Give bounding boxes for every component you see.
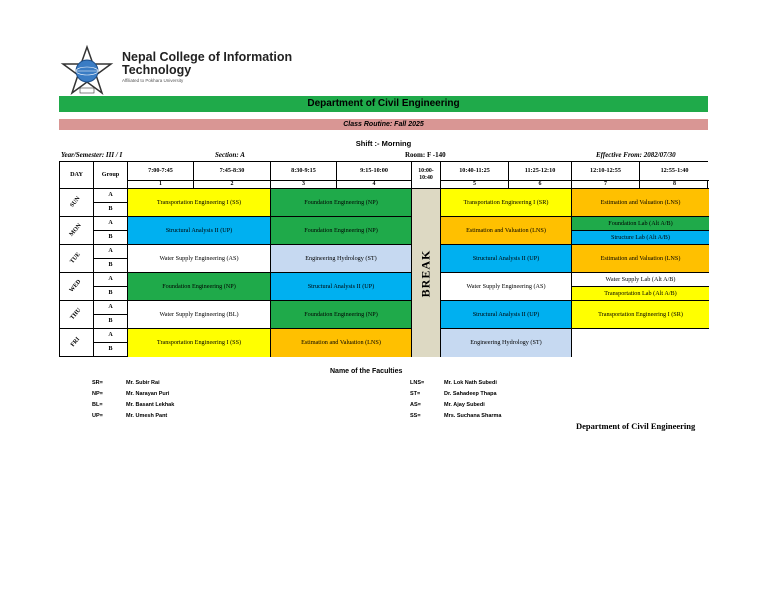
faculty-entry: UP= Mr. Umesh Pant xyxy=(92,413,168,419)
break-time: 10:00- 10:40 xyxy=(412,162,441,189)
period-number: 1 xyxy=(128,181,194,189)
class-cell: Foundation Engineering (NP) xyxy=(271,301,412,329)
shift-label: Shift :- Morning xyxy=(355,139,412,148)
college-name-line1: Nepal College of Information xyxy=(122,50,293,64)
day-wed xyxy=(60,273,94,301)
group-b: B xyxy=(94,315,128,329)
period-time: 9:15-10:00 xyxy=(337,162,412,181)
faculty-entry: SS= Mrs. Suchana Sharma xyxy=(410,413,502,419)
class-cell: Estimation and Valuation (LNS) xyxy=(572,245,709,273)
class-cell: Transportation Engineering I (SS) xyxy=(128,189,271,217)
period-time: 8:30-9:15 xyxy=(271,162,337,181)
group-a: A xyxy=(94,245,128,259)
period-number: 6 xyxy=(509,181,572,189)
section: Section: A xyxy=(215,151,245,159)
group-b: B xyxy=(94,203,128,217)
lab-cell: Transportation Lab (Alt A/B) xyxy=(572,287,709,301)
day-tue xyxy=(60,245,94,273)
group-a: A xyxy=(94,189,128,203)
class-cell: Engineering Hydrology (ST) xyxy=(271,245,412,273)
class-cell: Estimation and Valuation (LNS) xyxy=(572,189,709,217)
group-b: B xyxy=(94,231,128,245)
routine-table xyxy=(59,161,708,357)
period-number: 3 xyxy=(271,181,337,189)
period-number: 8 xyxy=(640,181,709,189)
day-mon xyxy=(60,217,94,245)
break-label: BREAK xyxy=(418,249,433,297)
group-b: B xyxy=(94,287,128,301)
college-name xyxy=(122,51,292,77)
class-cell: Structural Analysis II (UP) xyxy=(128,217,271,245)
period-time: 12:10-12:55 xyxy=(572,162,640,181)
class-cell: Water Supply Engineering (AS) xyxy=(128,245,271,273)
effective-from: Effective From: 2082/07/30 xyxy=(596,151,676,159)
day-fri xyxy=(60,329,94,357)
day-label: MON xyxy=(68,222,83,238)
group-a: A xyxy=(94,329,128,343)
period-number: 4 xyxy=(337,181,412,189)
day-header: DAY xyxy=(60,162,94,189)
room: Room: F -140 xyxy=(405,151,446,159)
faculty-entry: AS= Mr. Ajay Subedi xyxy=(410,402,485,408)
day-label: TUE xyxy=(69,251,83,265)
period-time: 7:00-7:45 xyxy=(128,162,194,181)
signature-department: Department of Civil Engineering xyxy=(576,421,696,431)
period-time: 7:45-8:30 xyxy=(194,162,271,181)
faculty-entry: ST= Dr. Sahadeep Thapa xyxy=(410,391,497,397)
day-label: FRI xyxy=(70,336,82,349)
lab-cell: Foundation Lab (Alt A/B) xyxy=(572,217,709,231)
lab-cell: Water Supply Lab (Alt A/B) xyxy=(572,273,709,287)
class-cell: Estimation and Valuation (LNS) xyxy=(271,329,412,357)
class-cell: Transportation Engineering I (SS) xyxy=(128,329,271,357)
day-sun xyxy=(60,189,94,217)
class-cell: Foundation Engineering (NP) xyxy=(271,189,412,217)
group-a: A xyxy=(94,217,128,231)
period-time: 10:40-11:25 xyxy=(441,162,509,181)
class-cell: Engineering Hydrology (ST) xyxy=(441,329,572,357)
lab-cell: Structure Lab (Alt A/B) xyxy=(572,231,709,245)
day-label: THU xyxy=(69,307,83,321)
period-number: 2 xyxy=(194,181,271,189)
routine-title: Class Routine: Fall 2025 xyxy=(59,119,708,130)
class-cell: Structural Analysis II (UP) xyxy=(441,245,572,273)
college-logo xyxy=(60,44,114,98)
group-a: A xyxy=(94,301,128,315)
class-cell: Water Supply Engineering (AS) xyxy=(441,273,572,301)
period-time: 11:25-12:10 xyxy=(509,162,572,181)
day-label: SUN xyxy=(69,195,83,209)
affiliation: Affiliated to Pokhara University xyxy=(122,78,184,83)
group-a: A xyxy=(94,273,128,287)
college-name-line2: Technology xyxy=(122,63,192,77)
faculties-title: Name of the Faculties xyxy=(330,368,403,375)
period-number: 5 xyxy=(441,181,509,189)
day-thu xyxy=(60,301,94,329)
class-cell: Structural Analysis II (UP) xyxy=(271,273,412,301)
class-cell: Foundation Engineering (NP) xyxy=(128,273,271,301)
period-number: 7 xyxy=(572,181,640,189)
group-b: B xyxy=(94,343,128,357)
class-cell: Structural Analysis II (UP) xyxy=(441,301,572,329)
year-semester: Year/Semester: III / I xyxy=(61,151,123,159)
class-cell: Transportation Engineering I (SR) xyxy=(441,189,572,217)
group-b: B xyxy=(94,259,128,273)
period-time: 12:55-1:40 xyxy=(640,162,709,181)
faculty-entry: BL= Mr. Basant Lekhak xyxy=(92,402,175,408)
empty-cell xyxy=(572,329,709,357)
class-cell: Water Supply Engineering (BL) xyxy=(128,301,271,329)
department-title: Department of Civil Engineering xyxy=(59,96,708,112)
group-header: Group xyxy=(94,162,128,189)
faculty-entry: NP= Mr. Narayan Puri xyxy=(92,391,170,397)
class-cell: Estimation and Valuation (LNS) xyxy=(441,217,572,245)
break-column xyxy=(412,189,441,357)
day-label: WED xyxy=(69,278,83,294)
faculty-entry: LNS= Mr. Lok Nath Subedi xyxy=(410,380,497,386)
class-cell: Foundation Engineering (NP) xyxy=(271,217,412,245)
faculty-entry: SR= Mr. Subir Rai xyxy=(92,380,160,386)
class-cell: Transportation Engineering I (SR) xyxy=(572,301,709,329)
